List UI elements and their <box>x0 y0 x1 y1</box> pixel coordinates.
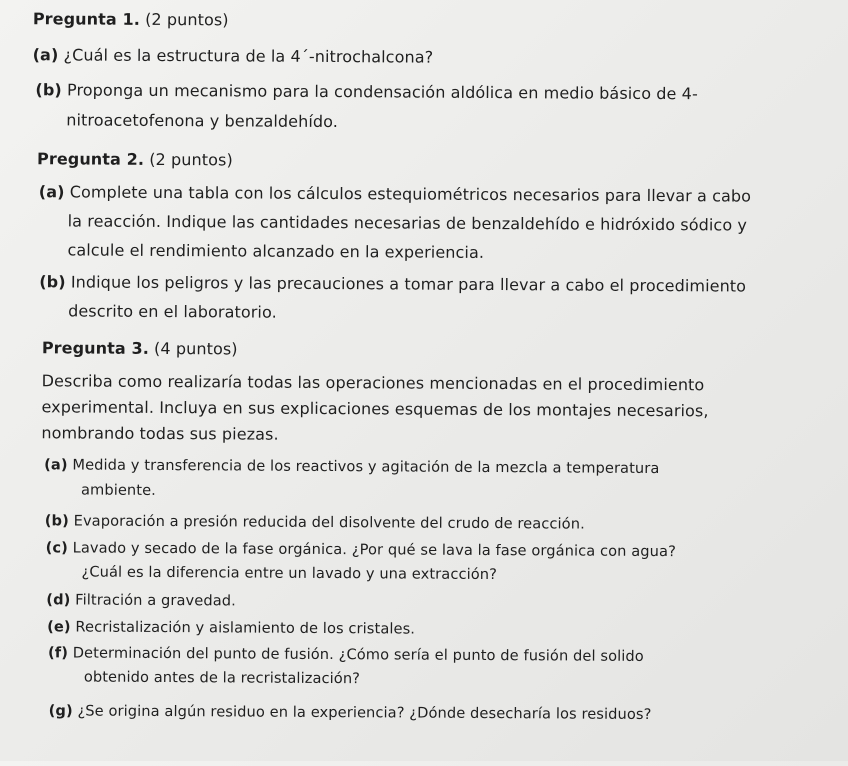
q2-a-text-2: la reacción. Indique las cantidades necesarias de benzaldehído e hidróxido sódico y <box>67 211 748 235</box>
q3-c-line-1 <box>46 538 676 562</box>
q1-b-line-2 <box>66 110 338 132</box>
q3-b-label: (b) <box>44 512 69 530</box>
q3-a-line-2 <box>81 481 156 501</box>
q1-a-text: ¿Cuál es la estructura de la 4´-nitrochalcona? <box>58 45 434 67</box>
q1-a-label: (a) <box>32 45 59 65</box>
q3-g-text: ¿Se origina algún residuo en la experiencia? ¿Dónde desecharía los residuos? <box>72 702 652 723</box>
q2-a-line-1 <box>39 182 751 206</box>
q3-a-line-1 <box>44 455 659 479</box>
q1-points: (2 puntos) <box>139 9 229 30</box>
q3-a-label: (a) <box>44 456 68 474</box>
q3-f-line-1 <box>48 643 644 667</box>
q3-intro-line-3 <box>41 423 278 444</box>
q3-intro-2: experimental. Incluya en sus explicaciones esquemas de los montajes necesarios, <box>41 397 709 421</box>
q2-b-label: (b) <box>39 272 66 292</box>
q3-f-line-2 <box>84 668 360 690</box>
q3-a-text-1: Medida y transferencia de los reactivos y agitación de la mezcla a temperatura <box>67 456 660 478</box>
q1-b-text-1: Proponga un mecanismo para la condensación aldólica en medio básico de 4- <box>61 80 698 104</box>
q3-f-label: (f) <box>47 644 69 662</box>
q2-title: Pregunta 2. <box>36 149 145 169</box>
q3-f-text-1: Determinación del punto de fusión. ¿Cómo sería el punto de fusión del solido <box>67 644 644 665</box>
q3-e-text: Recristalización y aislamiento de los cristales. <box>70 618 416 638</box>
q3-title: Pregunta 3. <box>41 338 149 358</box>
q3-e-label: (e) <box>47 618 71 636</box>
q2-a-line-3 <box>67 240 484 263</box>
q3-b-text: Evaporación a presión reducida del disolvente del crudo de reacción. <box>68 512 585 533</box>
q2-points: (2 puntos) <box>144 149 233 170</box>
q2-a-text-1: Complete una tabla con los cálculos estequiométricos necesarios para llevar a cabo <box>64 182 752 206</box>
q3-intro-1: Describa como realizaría todas las operaciones mencionadas en el procedimiento <box>41 371 705 395</box>
q2-b-text-2: descrito en el laboratorio. <box>68 301 277 322</box>
q1-title: Pregunta 1. <box>32 9 140 29</box>
q3-intro-3: nombrando todas sus piezas. <box>41 423 279 444</box>
q3-heading <box>42 338 238 359</box>
q3-d-text: Filtración a gravedad. <box>70 591 236 610</box>
q1-b-label: (b) <box>35 80 62 100</box>
q3-c-line-2 <box>81 563 497 586</box>
q3-c-text-1: Lavado y secado de la fase orgánica. ¿Por qué se lava la fase orgánica con agua? <box>67 539 676 561</box>
q3-g-label: (g) <box>48 702 73 720</box>
q2-a-line-2 <box>68 211 747 235</box>
q3-e-line <box>47 617 415 639</box>
q2-b-text-1: Indique los peligros y las precauciones a tomar para llevar a cabo el procedimiento <box>65 272 747 296</box>
q1-heading <box>33 9 229 30</box>
q3-f-text-2: obtenido antes de la recristalización? <box>83 668 361 688</box>
q2-b-line-1 <box>39 272 746 296</box>
q3-a-text-2: ambiente. <box>80 481 157 499</box>
q2-b-line-2 <box>68 301 277 322</box>
q3-d-label: (d) <box>46 591 71 609</box>
q1-a-line <box>33 45 434 67</box>
q1-b-line-1 <box>35 80 698 104</box>
q3-b-line <box>45 511 585 534</box>
q2-a-label: (a) <box>38 182 65 202</box>
q3-c-label: (c) <box>45 539 69 557</box>
q3-d-line <box>46 590 236 611</box>
q3-intro-line-1 <box>42 371 705 395</box>
q2-heading <box>37 149 233 170</box>
q3-g-line <box>49 701 652 725</box>
q3-c-text-2: ¿Cuál es la diferencia entre un lavado y una extracción? <box>81 563 498 584</box>
q3-intro-line-2 <box>41 397 708 421</box>
q3-points: (4 puntos) <box>148 338 238 359</box>
q2-a-text-3: calcule el rendimiento alcanzado en la experiencia. <box>67 240 485 262</box>
q1-b-text-2: nitroacetofenona y benzaldehído. <box>66 110 339 132</box>
